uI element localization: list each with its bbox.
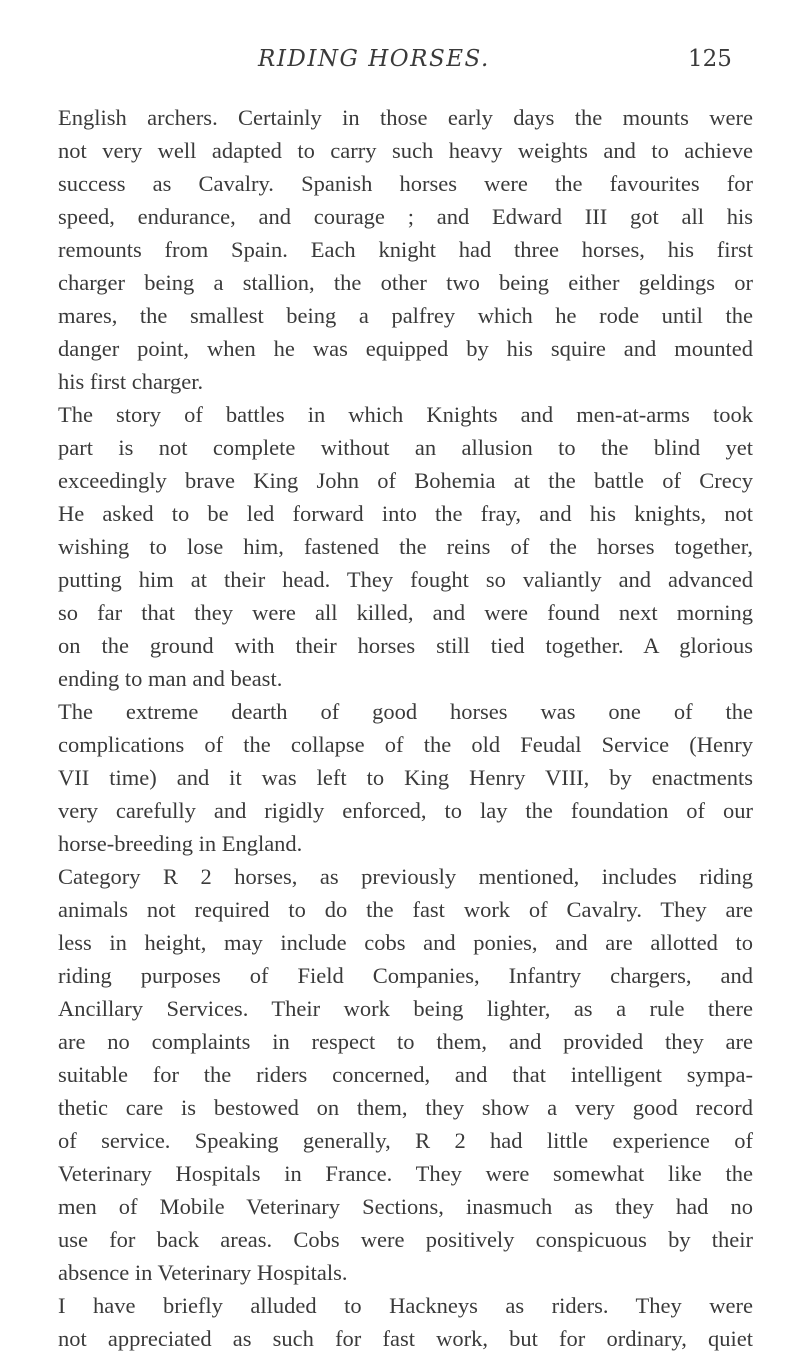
text-line: He asked to be led forward into the fray, and his knights, not (58, 501, 753, 526)
text-line: wishing to lose him, fastened the reins of the horses together, (58, 534, 753, 559)
text-line: complications of the collapse of the old Feudal Service (Henry (58, 732, 753, 757)
running-head (0, 46, 800, 86)
text-line: men of Mobile Veterinary Sections, inasmuch as they had no (58, 1194, 753, 1219)
text-line: Category R 2 horses, as previously mentioned, includes riding (58, 864, 753, 889)
text-line: part is not complete without an allusion to the blind yet (58, 435, 753, 460)
text-line: Ancillary Services. Their work being lighter, as a rule there (58, 996, 753, 1021)
text-line: VII time) and it was left to King Henry VIII, by enactments (58, 765, 753, 790)
text-line: not appreciated as such for fast work, but for ordinary, quiet (58, 1326, 753, 1351)
text-line: riding purposes of Field Companies, Infantry chargers, and (58, 963, 753, 988)
text-line: his first charger. (58, 369, 204, 394)
text-line: suitable for the riders concerned, and that intelligent sympa- (58, 1062, 753, 1087)
text-line: putting him at their head. They fought so valiantly and advanced (58, 567, 753, 592)
text-line: of service. Speaking generally, R 2 had little experience of (58, 1128, 753, 1153)
text-line: so far that they were all killed, and were found next morning (58, 600, 753, 625)
text-line: on the ground with their horses still tied together. A glorious (58, 633, 753, 658)
text-line: horse-breeding in England. (58, 831, 303, 856)
text-line: less in height, may include cobs and ponies, and are allotted to (58, 930, 753, 955)
text-line: not very well adapted to carry such heavy weights and to achieve (58, 138, 753, 163)
text-line: remounts from Spain. Each knight had three horses, his first (58, 237, 753, 262)
running-title: RIDING HORSES. (258, 46, 490, 72)
text-line: The extreme dearth of good horses was one of the (58, 699, 753, 724)
text-line: Veterinary Hospitals in France. They were somewhat like the (58, 1161, 753, 1186)
text-line: mares, the smallest being a palfrey which he rode until the (58, 303, 753, 328)
text-line: speed, endurance, and courage ; and Edward III got all his (58, 204, 753, 229)
text-line: are no complaints in respect to them, and provided they are (58, 1029, 753, 1054)
text-line: danger point, when he was equipped by his squire and mounted (58, 336, 753, 361)
text-line: very carefully and rigidly enforced, to lay the foundation of our (58, 798, 753, 823)
body-text (58, 101, 753, 1355)
page-number: 125 (688, 46, 732, 72)
text-line: I have briefly alluded to Hackneys as riders. They were (58, 1293, 753, 1318)
text-line: use for back areas. Cobs were positively conspicuous by their (58, 1227, 753, 1252)
text-line: exceedingly brave King John of Bohemia at the battle of Crecy (58, 468, 753, 493)
text-line: ending to man and beast. (58, 666, 283, 691)
text-line: success as Cavalry. Spanish horses were the favourites for (58, 171, 753, 196)
text-line: absence in Veterinary Hospitals. (58, 1260, 348, 1285)
text-line: The story of battles in which Knights and men-at-arms took (58, 402, 753, 427)
text-line: animals not required to do the fast work of Cavalry. They are (58, 897, 753, 922)
text-line: thetic care is bestowed on them, they show a very good record (58, 1095, 753, 1120)
text-line: English archers. Certainly in those early days the mounts were (58, 105, 753, 130)
text-line: charger being a stallion, the other two being either geldings or (58, 270, 753, 295)
